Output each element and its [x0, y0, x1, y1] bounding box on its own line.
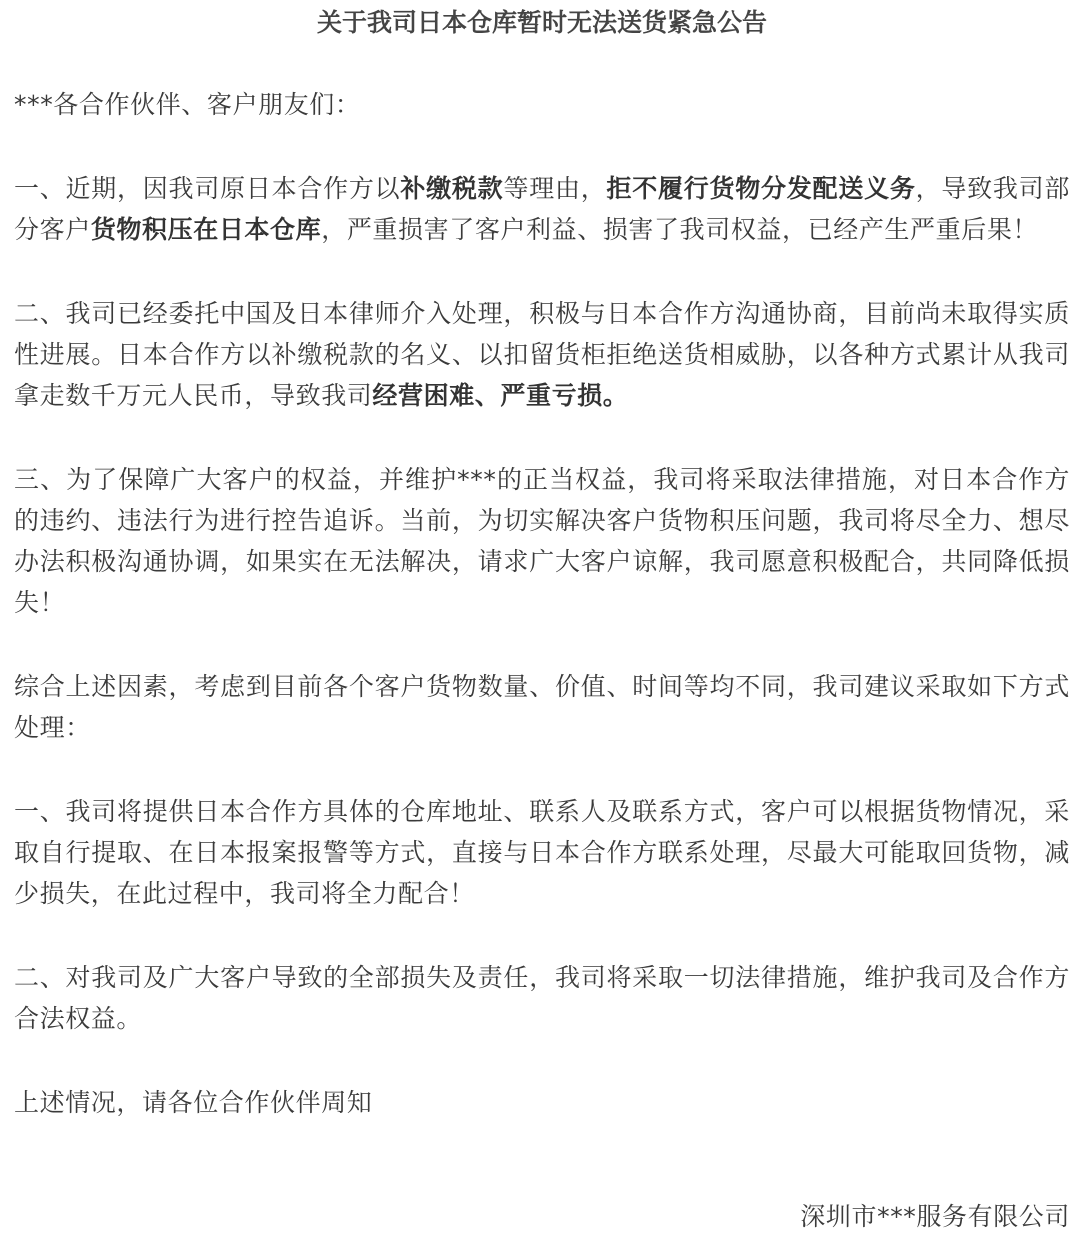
greeting: ***各合作伙伴、客户朋友们：: [14, 90, 361, 119]
section-2-text: 二、我司已经委托中国及日本律师介入处理，积极与日本合作方沟通协商，目前尚未取得实质性进展。日本合作方以补缴税款的名义、以扣留货柜拒绝送货相威胁，以各种方式累计从我司拿走数千万元人民币，导致我司: [14, 299, 1070, 410]
section-2: [14, 293, 1070, 416]
section-2-bold: 经营困难、严重亏损。: [372, 381, 629, 410]
notice-document: [14, 0, 1070, 1123]
section-1-text-c: ，导致我司部分客户: [14, 174, 1070, 244]
option-2: 二、对我司及广大客户导致的全部损失及责任，我司将采取一切法律措施，维护我司及合作方合法权益。: [14, 963, 1070, 1033]
section-1: [14, 168, 1070, 250]
company-signature: 深圳市***服务有限公司: [800, 1202, 1070, 1231]
notice-title: 关于我司日本仓库暂时无法送货紧急公告: [316, 8, 767, 37]
section-3: 三、为了保障广大客户的权益，并维护***的正当权益，我司将采取法律措施，对日本合作方的违约、违法行为进行控告追诉。当前，为切实解决客户货物积压问题，我司将尽全力、想尽办法积极沟通协调，如果实在无法解决，请求广大客户谅解，我司愿意积极配合，共同降低损失！: [14, 465, 1070, 617]
section-1-bold-c: 货物积压在日本仓库: [90, 215, 322, 244]
section-1-text-d: ，严重损害了客户利益、损害了我司权益，已经产生严重后果！: [321, 215, 1039, 244]
summary-paragraph: 综合上述因素，考虑到目前各个客户货物数量、价值、时间等均不同，我司建议采取如下方式处理：: [14, 672, 1070, 742]
option-1: 一、我司将提供日本合作方具体的仓库地址、联系人及联系方式，客户可以根据货物情况，采取自行提取、在日本报案报警等方式，直接与日本合作方联系处理，尽最大可能取回货物，减少损失，在此过程中，我司将全力配合！: [14, 797, 1070, 908]
section-1-text-a: 一、近期，因我司原日本合作方以: [14, 174, 401, 203]
section-1-text-b: 等理由，: [503, 174, 607, 203]
section-1-bold-a: 补缴税款: [400, 174, 504, 203]
section-1-bold-b: 拒不履行货物分发配送义务: [606, 174, 916, 203]
closing-line: 上述情况，请各位合作伙伴周知: [14, 1088, 373, 1117]
